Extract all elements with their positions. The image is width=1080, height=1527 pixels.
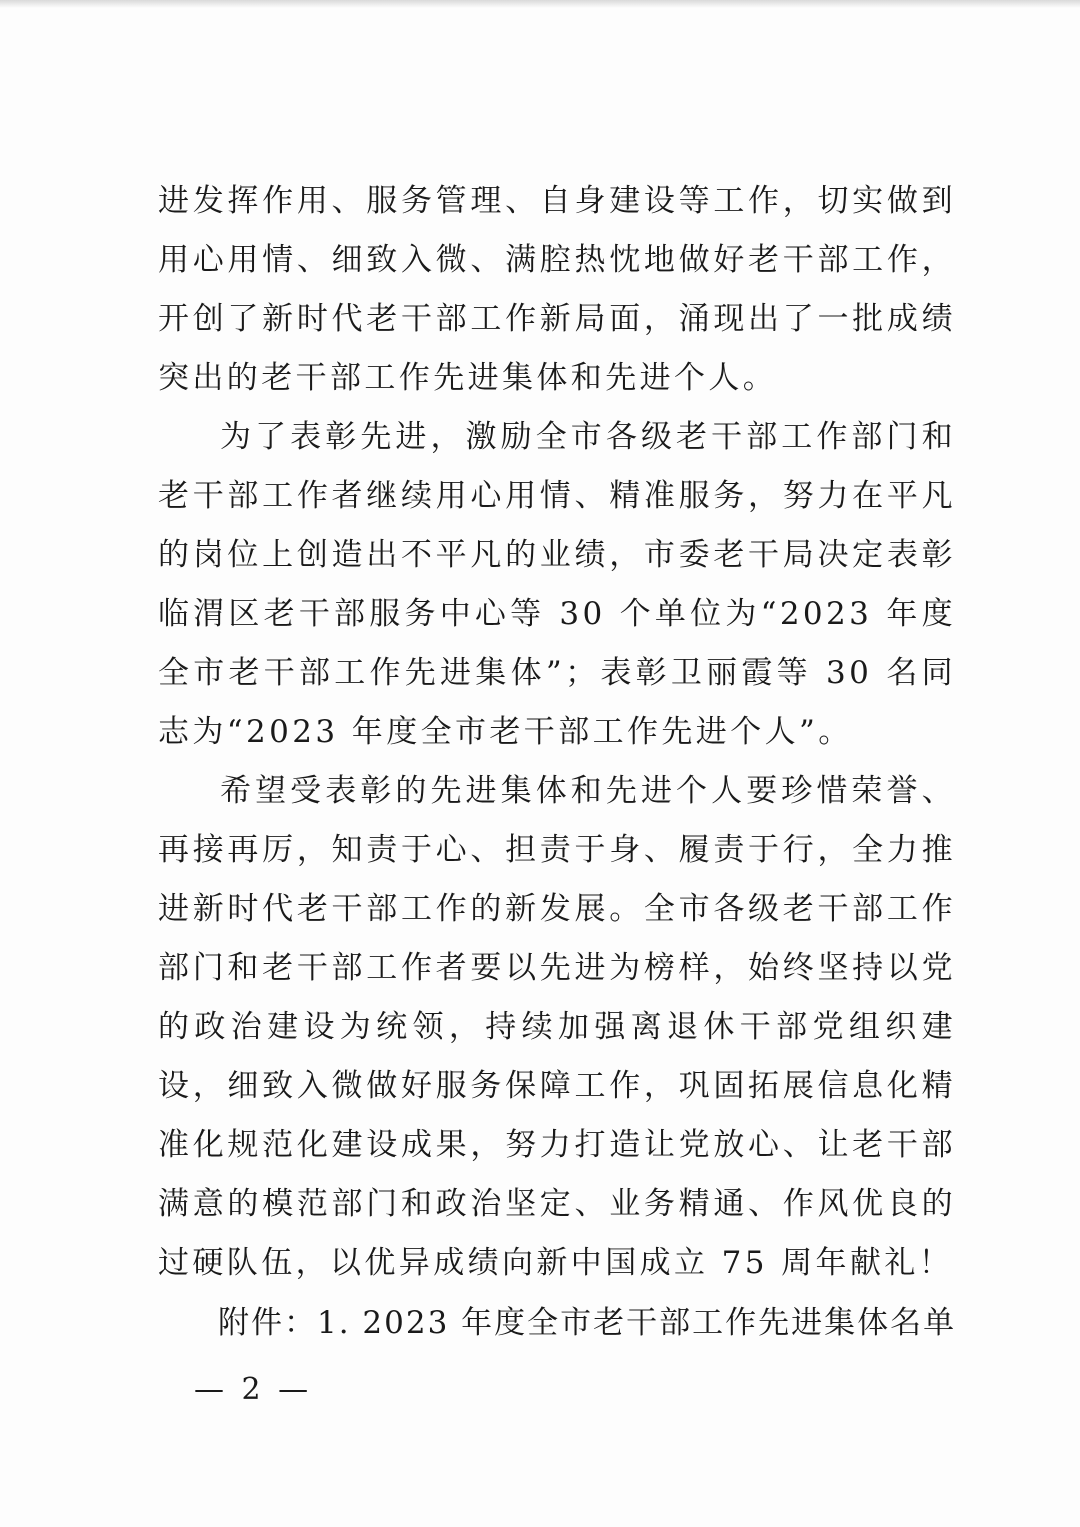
document-body [158,172,956,1293]
page-number: — 2 — [194,1372,313,1407]
paragraph-commendation: 为了表彰先进，激励全市各级老干部工作部门和老干部工作者继续用心用情、精准服务，努力在平凡的岗位上创造出不平凡的业绩，市委老干局决定表彰临渭区老干部服务中心等 30 个单位为“2023 年度全市老干部工作先进集体”；表彰卫丽霞等 30 名同志为“2023 年度全市老干部工作先进个人”。 [158,419,956,750]
attachment-line: 附件：1. 2023 年度全市老干部工作先进集体名单 [218,1305,957,1341]
scan-edge [0,0,1080,8]
paragraph-expectation: 希望受表彰的先进集体和先进个人要珍惜荣誉、再接再厉，知责于心、担责于身、履责于行，全力推进新时代老干部工作的新发展。全市各级老干部工作部门和老干部工作者要以先进为榜样，始终坚持以党的政治建设为统领，持续加强离退休干部党组织建设，细致入微做好服务保障工作，巩固拓展信息化精准化规范化建设成果，努力打造让党放心、让老干部满意的模范部门和政治坚定、业务精通、作风优良的过硬队伍，以优异成绩向新中国成立 75 周年献礼！ [158,773,956,1281]
paragraph-continuation: 进发挥作用、服务管理、自身建设等工作，切实做到用心用情、细致入微、满腔热忱地做好老干部工作，开创了新时代老干部工作新局面，涌现出了一批成绩突出的老干部工作先进集体和先进个人。 [158,183,956,396]
